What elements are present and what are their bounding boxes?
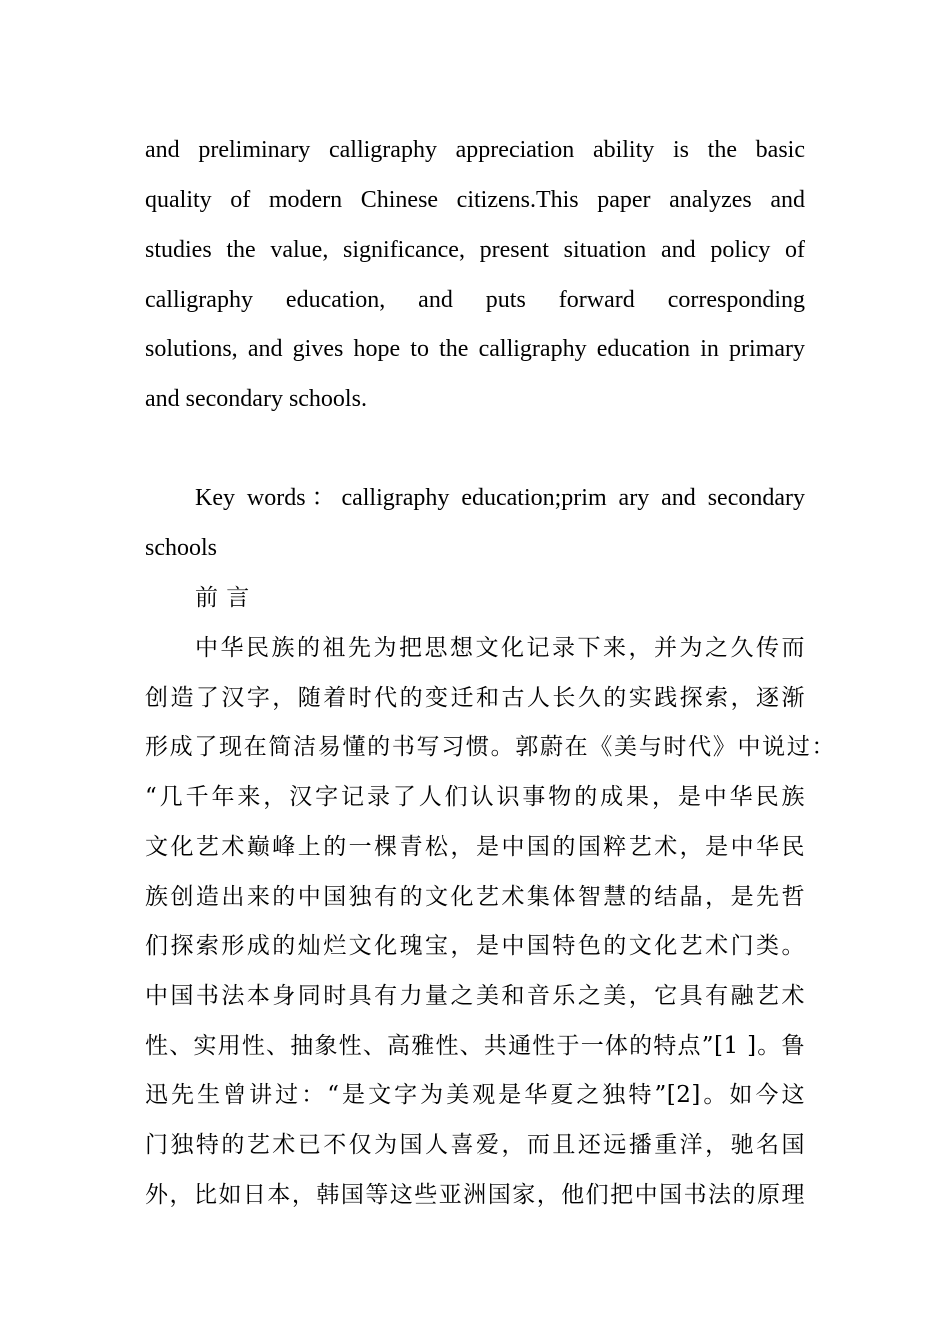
- preface-line-11: 门独特的艺术已不仅为国人喜爱，而且还远播重洋，驰名国: [145, 1132, 805, 1158]
- abstract-line-6: and secondary schools.: [145, 386, 367, 412]
- abstract-line-4: calligraphy education, and puts forward corresponding: [145, 287, 805, 313]
- abstract-line-1: and preliminary calligraphy appreciation ability is the basic: [145, 137, 805, 163]
- preface-line-4: “几千年来，汉字记录了人们认识事物的成果，是中华民族: [145, 784, 805, 810]
- preface-line-12: 外，比如日本，韩国等这些亚洲国家，他们把中国书法的原理: [145, 1182, 805, 1208]
- preface-line-6: 族创造出来的中国独有的文化艺术集体智慧的结晶，是先哲: [145, 884, 805, 910]
- preface-line-7: 们探索形成的灿烂文化瑰宝，是中国特色的文化艺术门类。: [145, 933, 805, 959]
- preface-line-10: 迅先生曾讲过：“是文字为美观是华夏之独特”[2]。如今这: [145, 1082, 805, 1108]
- preface-line-2: 创造了汉字，随着时代的变迁和古人长久的实践探索，逐渐: [145, 685, 805, 711]
- preface-line-1: 中华民族的祖先为把思想文化记录下来，并为之久传而: [195, 635, 805, 661]
- preface-line-8: 中国书法本身同时具有力量之美和音乐之美，它具有融艺术: [145, 983, 805, 1009]
- preface-line-5: 文化艺术巅峰上的一棵青松，是中国的国粹艺术，是中华民: [145, 834, 805, 860]
- keywords-line-2: schools: [145, 535, 217, 561]
- keywords-line-1: Key words：calligraphy education;prim ary and secondary: [195, 485, 805, 511]
- abstract-line-3: studies the value, significance, present situation and policy of: [145, 237, 805, 263]
- preface-heading: 前 言: [195, 585, 250, 611]
- abstract-line-2: quality of modern Chinese citizens.This paper analyzes and: [145, 187, 805, 213]
- preface-line-3: 形成了现在简洁易懂的书写习惯。郭蔚在《美与时代》中说过：: [145, 734, 835, 760]
- preface-line-9: 性、实用性、抽象性、高雅性、共通性于一体的特点”[1 ]。鲁: [145, 1033, 805, 1059]
- abstract-line-5: solutions, and gives hope to the calligraphy education in primary: [145, 336, 805, 362]
